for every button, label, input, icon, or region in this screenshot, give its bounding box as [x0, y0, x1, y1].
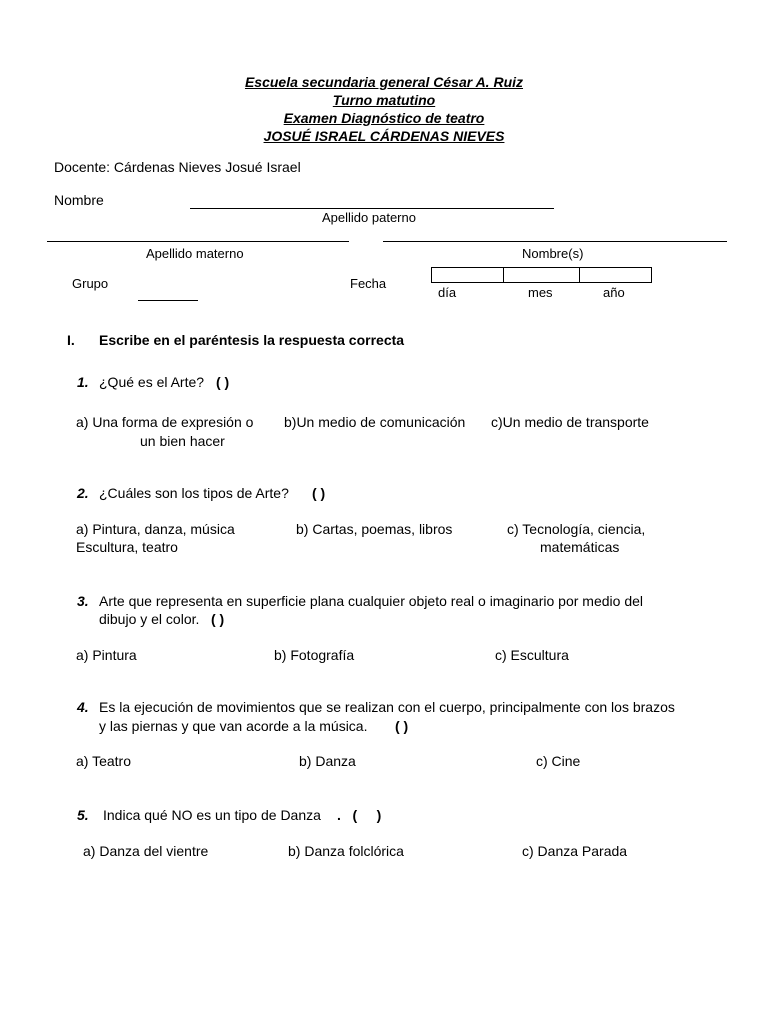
question-3-option-b: b) Fotografía — [274, 647, 355, 663]
exam-title: Examen Diagnóstico de teatro — [283, 110, 485, 126]
grupo-label: Grupo — [72, 276, 109, 291]
dia-label: día — [438, 285, 457, 300]
school-name: Escuela secundaria general César A. Ruiz — [244, 74, 524, 90]
question-3-text-cont: dibujo y el color. — [99, 611, 200, 627]
question-4-answer-paren[interactable]: ( ) — [395, 718, 409, 734]
nombres-line[interactable] — [383, 241, 727, 242]
question-2-answer-paren[interactable]: ( ) — [312, 485, 326, 501]
question-1-answer-paren[interactable]: ( ) — [216, 374, 230, 390]
question-4-option-b: b) Danza — [299, 753, 356, 769]
apellido-materno-label: Apellido materno — [146, 246, 244, 261]
section-numeral: I. — [67, 332, 75, 348]
grupo-line[interactable] — [138, 300, 198, 301]
shift-title: Turno matutino — [332, 92, 436, 108]
question-3-option-c: c) Escultura — [495, 647, 569, 663]
question-2-option-a: a) Pintura, danza, música — [76, 521, 235, 537]
question-2-option-c: c) Tecnología, ciencia, — [507, 521, 646, 537]
question-3-text: Arte que representa en superficie plana cualquier objeto real o imaginario por medio del — [99, 593, 643, 609]
question-2-option-a-cont: Escultura, teatro — [76, 539, 178, 555]
question-4-option-c: c) Cine — [536, 753, 581, 769]
apellido-paterno-label: Apellido paterno — [322, 210, 416, 225]
name-label: Nombre — [54, 192, 104, 208]
fecha-label: Fecha — [350, 276, 387, 291]
question-4-text-cont: y las piernas y que van acorde a la música. — [99, 718, 368, 734]
question-2-number: 2. — [77, 485, 89, 501]
anio-label: año — [603, 285, 625, 300]
question-5-text: Indica qué NO es un tipo de Danza — [103, 807, 321, 823]
question-1-text: ¿Qué es el Arte? — [99, 374, 205, 390]
mes-box[interactable] — [503, 267, 580, 283]
question-4-text: Es la ejecución de movimientos que se realizan con el cuerpo, principalmente con los brazos — [99, 699, 675, 715]
question-5-option-c: c) Danza Parada — [522, 843, 628, 859]
mes-label: mes — [528, 285, 553, 300]
question-2-text: ¿Cuáles son los tipos de Arte? — [99, 485, 289, 501]
question-2-option-b: b) Cartas, poemas, libros — [296, 521, 453, 537]
question-4-option-a: a) Teatro — [76, 753, 131, 769]
question-2-option-c-cont: matemáticas — [540, 539, 620, 555]
question-5-answer-paren[interactable]: . ( ) — [337, 807, 382, 823]
apellido-materno-line[interactable] — [47, 241, 349, 242]
author-title: JOSUÉ ISRAEL CÁRDENAS NIEVES — [263, 128, 505, 144]
question-5-number: 5. — [77, 807, 89, 823]
question-1-option-b: b)Un medio de comunicación — [284, 414, 466, 430]
question-4-number: 4. — [77, 699, 89, 715]
question-1-option-c: c)Un medio de transporte — [491, 414, 649, 430]
question-1-option-a: a) Una forma de expresión o — [76, 414, 254, 430]
question-3-number: 3. — [77, 593, 89, 609]
question-1-option-a-cont: un bien hacer — [140, 433, 225, 449]
question-3-option-a: a) Pintura — [76, 647, 137, 663]
dia-box[interactable] — [431, 267, 504, 283]
question-1-number: 1. — [77, 374, 89, 390]
anio-box[interactable] — [579, 267, 652, 283]
teacher-line: Docente: Cárdenas Nieves Josué Israel — [54, 159, 301, 175]
question-3-answer-paren[interactable]: ( ) — [211, 611, 225, 627]
question-5-option-a: a) Danza del vientre — [83, 843, 209, 859]
nombres-label: Nombre(s) — [522, 246, 584, 261]
section-instruction: Escribe en el paréntesis la respuesta correcta — [99, 332, 405, 348]
question-5-option-b: b) Danza folclórica — [288, 843, 404, 859]
